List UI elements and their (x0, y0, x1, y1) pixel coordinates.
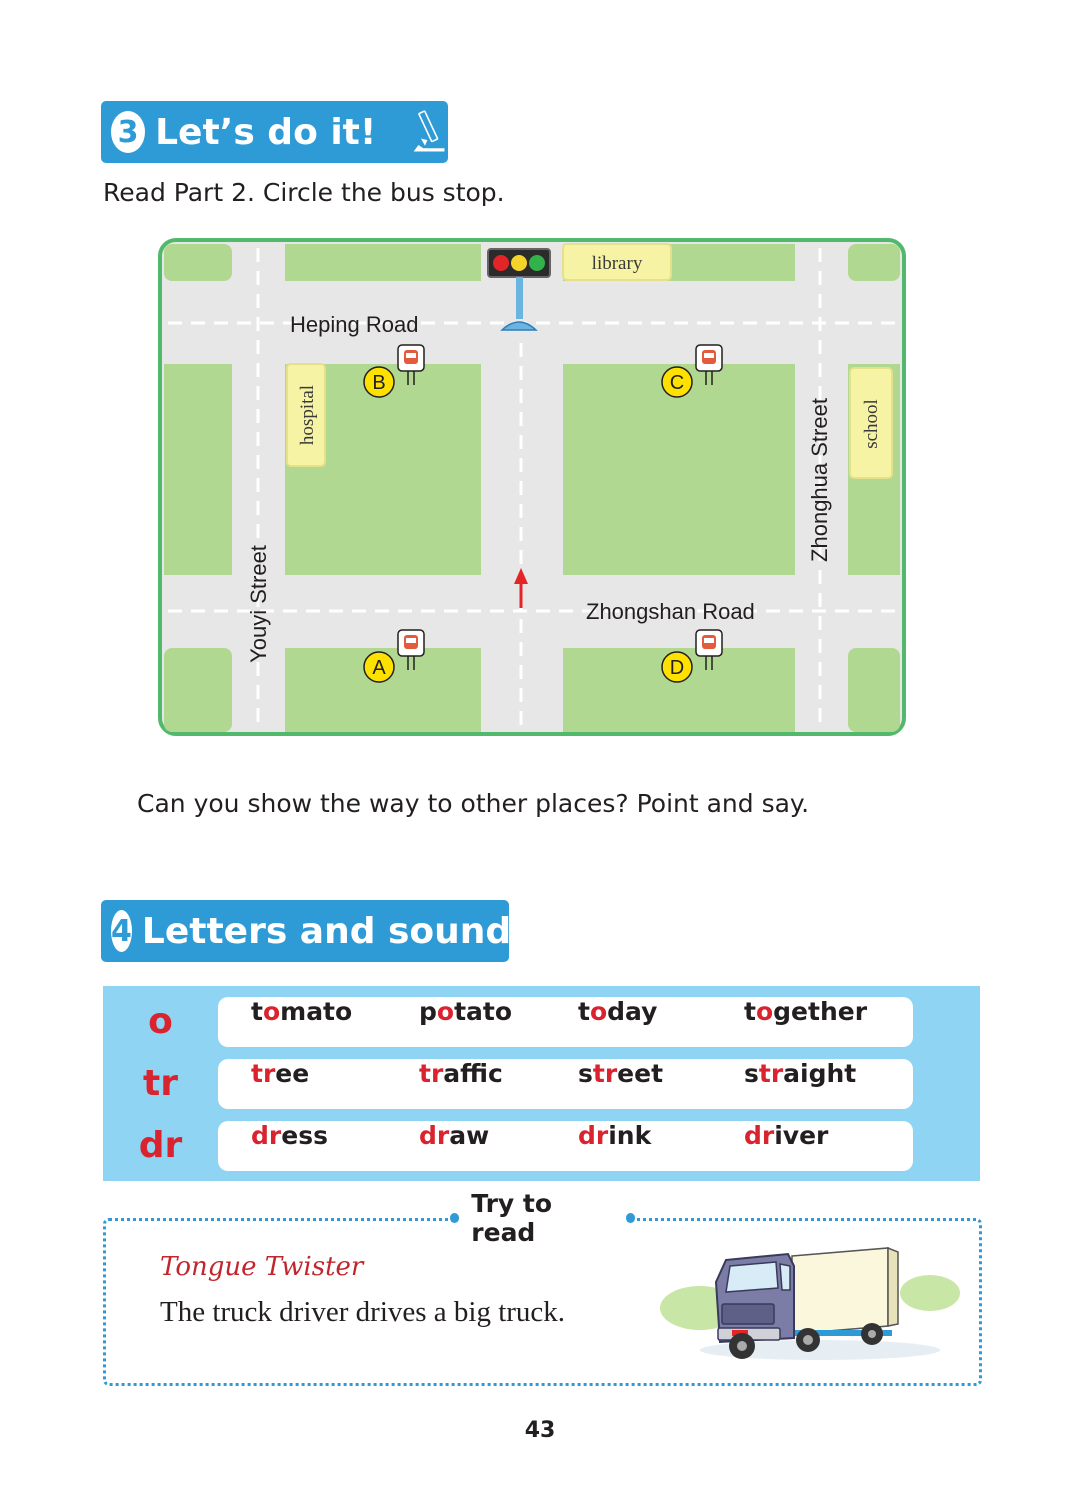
phonics-word: together (744, 997, 868, 1026)
phonics-row-o (103, 997, 980, 1047)
phonics-word: street (578, 1059, 664, 1088)
library-label: library (591, 253, 643, 274)
phonics-word: driver (744, 1121, 829, 1150)
map-block (848, 648, 900, 732)
section-number: 4 (111, 910, 132, 952)
street-map (158, 238, 906, 736)
map-block (164, 244, 232, 281)
bullet-dot-icon (450, 1213, 459, 1223)
map-block (164, 648, 232, 732)
pencil-icon (412, 104, 448, 160)
section-3-header (101, 101, 448, 163)
bus-stop-letter: D (669, 657, 685, 679)
phonics-key: tr (143, 1063, 178, 1104)
map-block (164, 364, 232, 575)
phonics-row-tr (103, 1059, 980, 1109)
phonics-word: potato (419, 997, 513, 1026)
phonics-word: today (578, 997, 658, 1026)
section-title: Letters and sounds (141, 910, 533, 952)
phonics-word: draw (419, 1121, 490, 1150)
truck-illustration (660, 1238, 960, 1368)
bus-stop-letter: A (372, 657, 386, 679)
phonics-row-dr (103, 1121, 980, 1171)
section-4-header (101, 900, 533, 962)
section-title: Let’s do it! (155, 111, 377, 153)
section-number: 3 (111, 111, 145, 153)
phonics-word: tomato (251, 997, 353, 1026)
page-number: 43 (524, 1418, 556, 1443)
tongue-twister-title: Tongue Twister (160, 1252, 364, 1282)
map-block (285, 244, 481, 281)
followup-question: Can you show the way to other places? Point and say. (137, 789, 810, 818)
bus-stop-letter: B (372, 372, 386, 394)
phonics-word: traffic (419, 1059, 503, 1088)
hospital-label: hospital (297, 384, 318, 446)
phonics-table (103, 986, 980, 1181)
phonics-word: tree (251, 1059, 310, 1088)
phonics-word: drink (578, 1121, 652, 1150)
youyi-street-label: Youyi Street (246, 545, 271, 663)
phonics-word: dress (251, 1121, 328, 1150)
zhongshan-road-label: Zhongshan Road (586, 599, 755, 624)
instruction-text: Read Part 2. Circle the bus stop. (103, 178, 505, 207)
bullet-dot-icon (626, 1213, 635, 1223)
phonics-word: straight (744, 1059, 857, 1088)
phonics-key: dr (138, 1125, 183, 1166)
bus-stop-letter: C (669, 372, 685, 394)
try-to-read-text: Try to read (471, 1189, 553, 1247)
phonics-key: o (148, 1001, 173, 1042)
zhonghua-street-label: Zhonghua Street (807, 398, 832, 562)
school-label: school (861, 399, 882, 449)
try-to-read-label (450, 1189, 635, 1247)
heping-road-label: Heping Road (290, 312, 419, 337)
tongue-twister-text: The truck driver drives a big truck. (160, 1296, 566, 1328)
map-block (848, 244, 900, 281)
